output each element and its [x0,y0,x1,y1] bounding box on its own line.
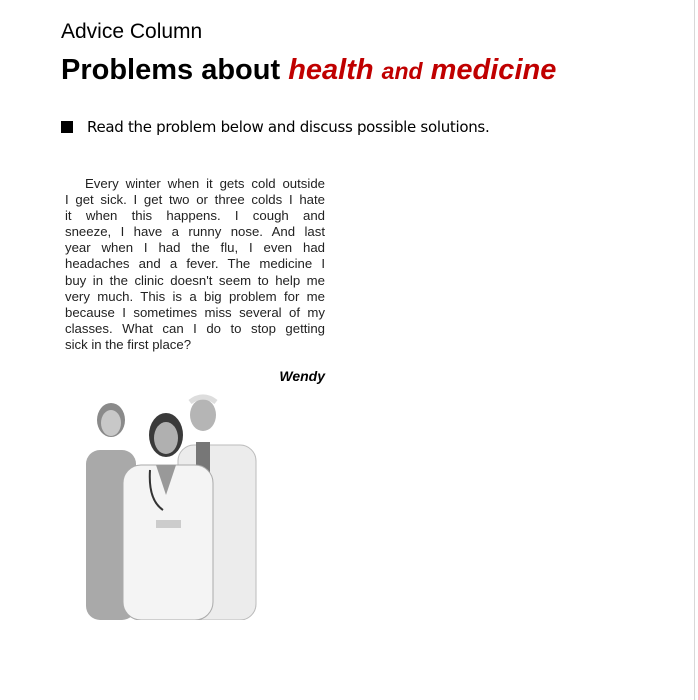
doctors-photo [78,390,268,620]
advice-letter [65,176,325,353]
title-and: and [381,58,423,84]
letter-line: it when this happens. I cough and [65,208,325,224]
page-title [61,54,556,87]
title-plain: Problems about [61,54,289,86]
letter-line: I get sick. I get two or three colds I hate [65,192,325,208]
signature: Wendy [279,368,325,384]
square-bullet-icon [61,121,73,133]
letter-line: sick in the first place? [65,336,192,352]
letter-line: headaches and a fever. The medicine I [65,256,325,272]
title-medicine: medicine [430,54,557,86]
letter-line: classes. What can I do to stop getting [65,320,325,336]
letter-line: year when I had the flu, I even had [65,240,325,256]
section-kicker: Advice Column [61,20,203,43]
title-health: health [288,54,374,86]
letter-line: Every winter when it gets cold outside [85,176,325,191]
letter-line: buy in the clinic doesn't seem to help me [65,272,325,288]
letter-line: because I sometimes miss several of my [65,304,325,320]
page-edge [694,0,695,700]
instruction [61,118,489,136]
letter-line: sneeze, I have a runny nose. And last [65,224,325,240]
instruction-text: Read the problem below and discuss possible solutions. [87,118,490,136]
letter-line: very much. This is a big problem for me [65,288,325,304]
